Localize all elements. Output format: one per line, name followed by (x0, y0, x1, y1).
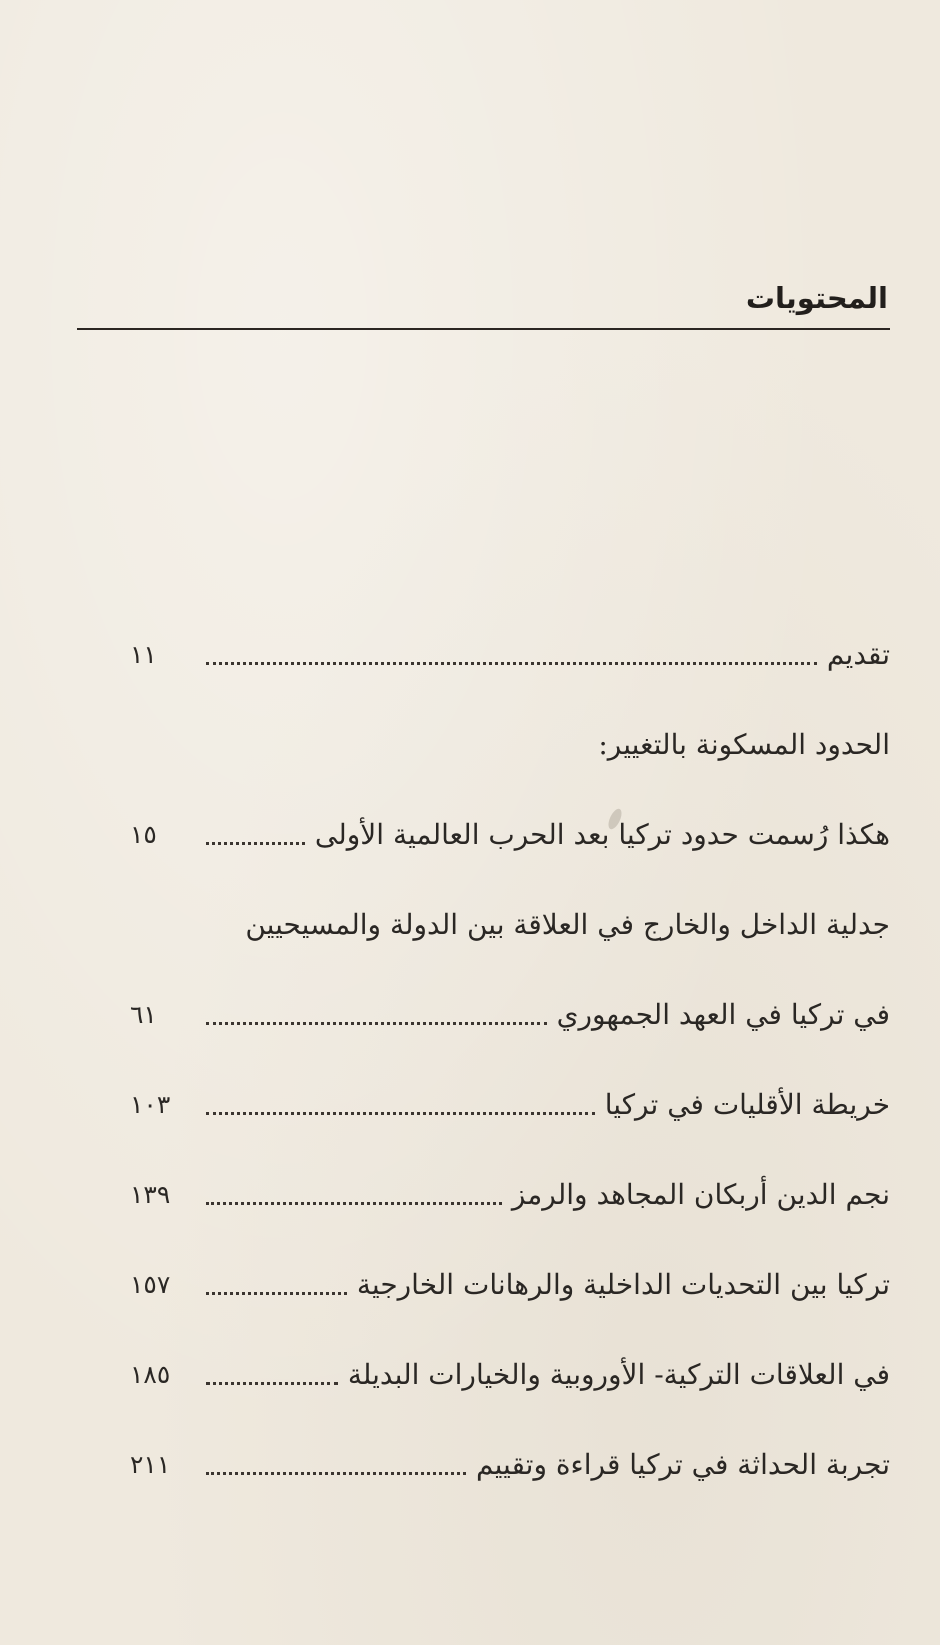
toc-entry-label: جدلية الداخل والخارج في العلاقة بين الدولة والمسيحيين (245, 908, 890, 941)
toc-page-number: ١١ (130, 640, 157, 669)
toc-page-number: ٢١١ (130, 1450, 171, 1479)
toc-entry (130, 1420, 890, 1510)
toc-entry (130, 1330, 890, 1420)
toc-entry-label: تقديم (826, 638, 890, 671)
toc-entry-label: في العلاقات التركية- الأوروبية والخيارات البديلة (347, 1358, 890, 1391)
page-title: المحتويات (745, 281, 888, 315)
toc-entry (130, 1240, 890, 1330)
toc-entry-label: تجربة الحداثة في تركيا قراءة وتقييم (475, 1448, 890, 1481)
contents-header (77, 278, 890, 330)
toc-page-number: ١٥ (130, 820, 157, 849)
toc-entry (130, 1060, 890, 1150)
toc-entry-label: خريطة الأقليات في تركيا (604, 1088, 890, 1121)
toc-entry (130, 790, 890, 880)
toc-leader-dots (206, 1200, 502, 1205)
toc-entry (130, 970, 890, 1060)
toc-section-heading (130, 700, 890, 790)
table-of-contents (130, 610, 890, 1510)
toc-page-number: ٦١ (130, 1000, 157, 1029)
toc-entry-label: الحدود المسكونة بالتغيير: (598, 728, 890, 761)
toc-page-number: ١٥٧ (130, 1270, 171, 1299)
toc-entry-label: في تركيا في العهد الجمهوري (556, 998, 890, 1031)
toc-entry-continued (130, 880, 890, 970)
toc-page-number: ١٨٥ (130, 1360, 171, 1389)
toc-leader-dots (206, 660, 817, 665)
toc-page-number: ١٣٩ (130, 1180, 171, 1209)
toc-page-number: ١٠٣ (130, 1090, 171, 1119)
toc-leader-dots (206, 1020, 547, 1025)
toc-leader-dots (206, 1380, 338, 1385)
toc-leader-dots (206, 1110, 595, 1115)
toc-entry (130, 1150, 890, 1240)
toc-leader-dots (206, 1470, 466, 1475)
toc-entry-label: نجم الدين أربكان المجاهد والرمز (511, 1178, 890, 1211)
toc-entry-label: تركيا بين التحديات الداخلية والرهانات الخارجية (356, 1268, 890, 1301)
toc-leader-dots (206, 1290, 347, 1295)
toc-entry-label: هكذا رُسمت حدود تركيا بعد الحرب العالمية الأولى (314, 818, 890, 851)
toc-entry-intro (130, 610, 890, 700)
toc-leader-dots (206, 840, 305, 845)
